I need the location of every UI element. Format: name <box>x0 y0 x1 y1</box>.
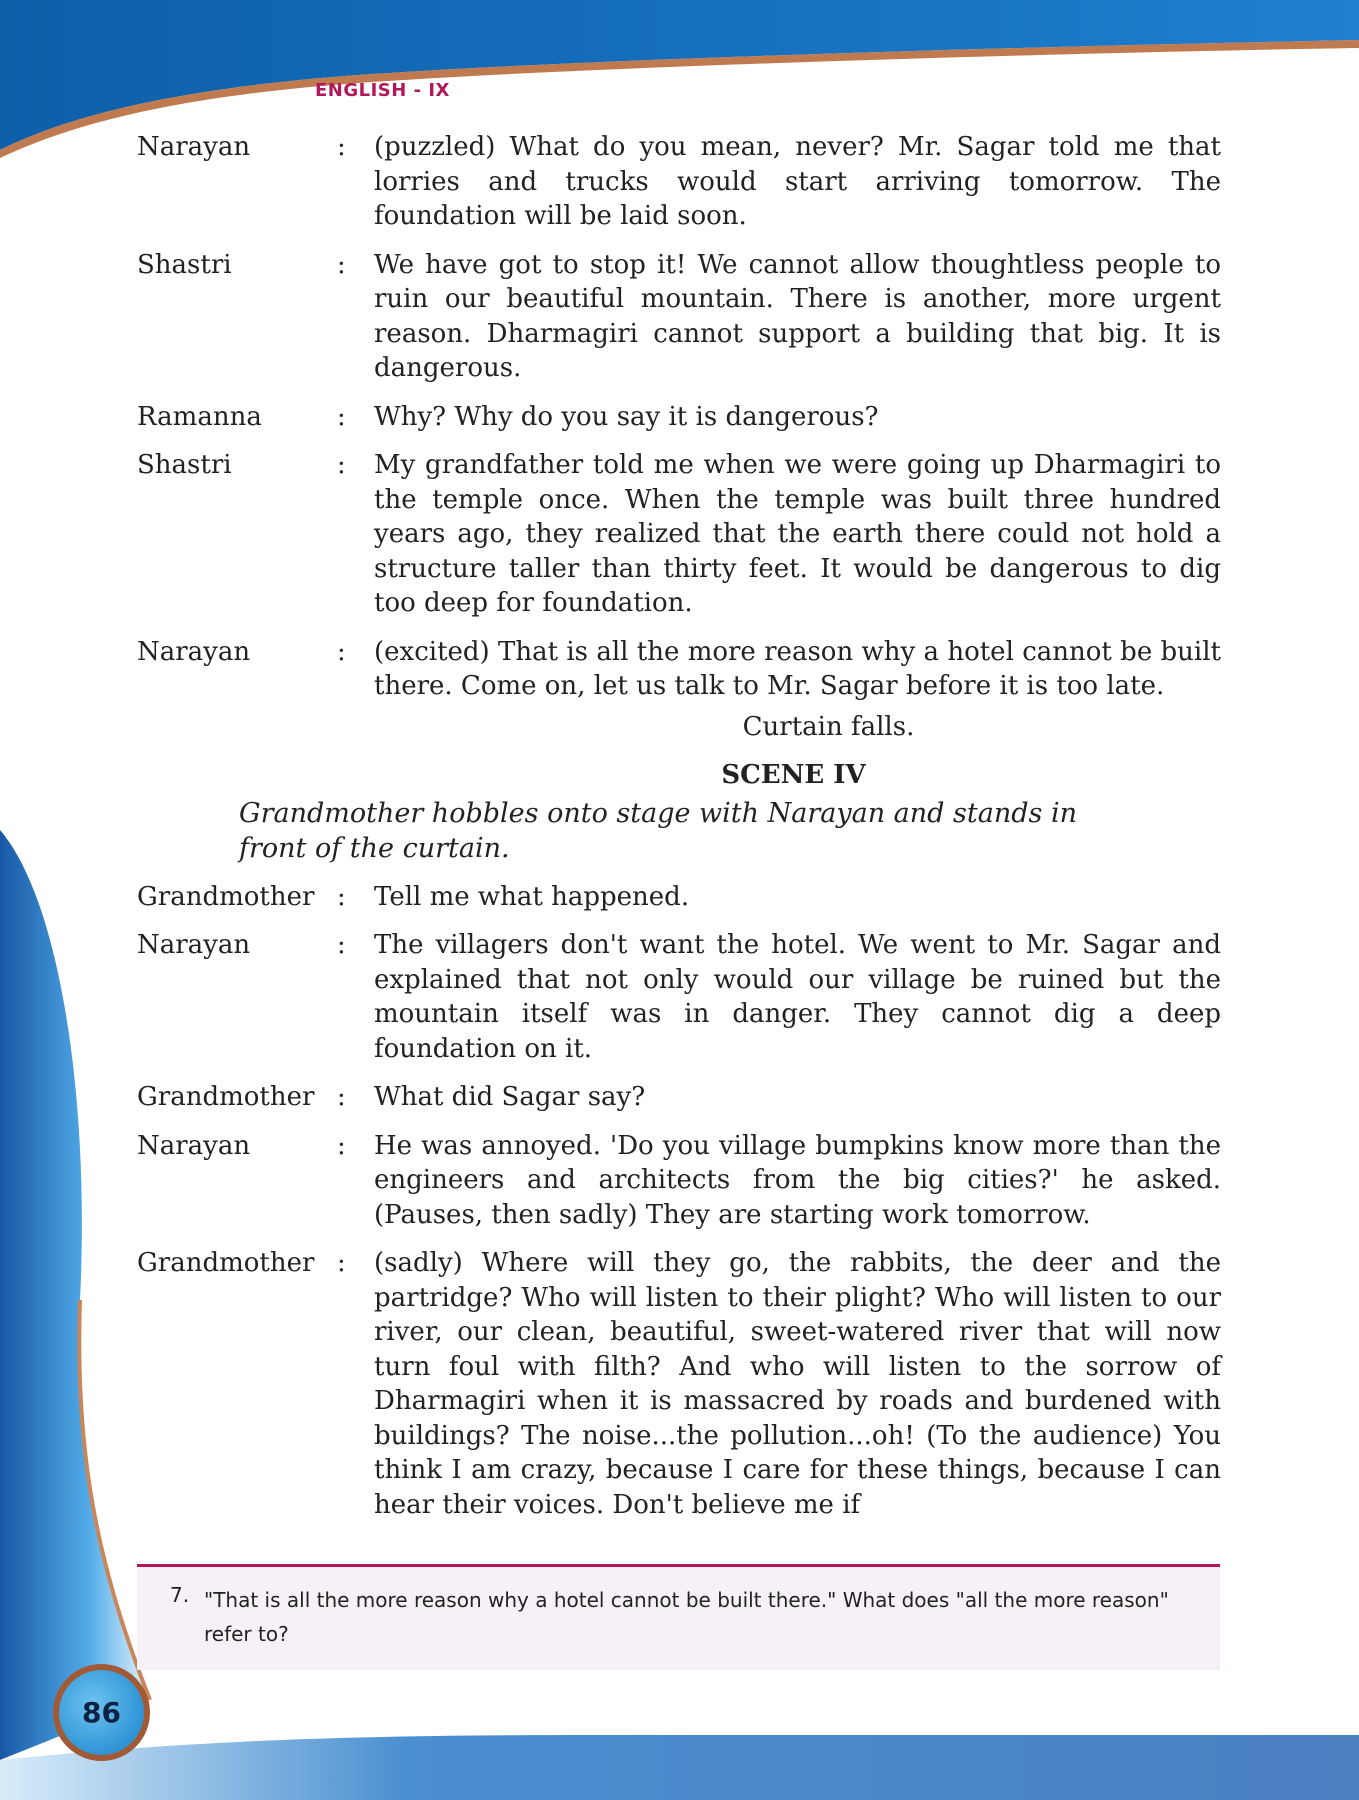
speaker-separator: : <box>337 930 346 960</box>
question-text: "That is all the more reason why a hotel cannot be built there." What does "all the more reason" refer to? <box>204 1588 1169 1646</box>
dialogue-line: (sadly) Where will they go, the rabbits, the deer and the partridge? Who will listen to their plight? Who will listen to our river, our clean, beautiful, sweet-watered river that will now turn foul with filth? And who will listen to the sorrow of Dharmagiri when it is massacred by roads and burdened with buildings? The noise...the pollution...oh! (To the audience) You think I am crazy, because I care for these things, because I can hear their voices. Don't believe me if <box>374 1248 1221 1520</box>
dialogue-row <box>137 1080 1220 1115</box>
dialogue-row <box>137 130 1220 234</box>
speaker-name: Narayan <box>137 132 251 162</box>
dialogue-row <box>137 928 1220 1066</box>
speaker-name: Ramanna <box>137 401 262 432</box>
dialogue-line: My grandfather told me when we were going up Dharmagiri to the temple once. When the temple was built three hundred years ago, they realized that the earth there could not hold a structure taller than thirty feet. It would be dangerous to dig too deep for foundation. <box>374 450 1221 618</box>
speaker-separator: : <box>337 401 346 432</box>
dialogue-row <box>137 400 1220 435</box>
speaker-name: Shastri <box>137 249 232 280</box>
page-header: ENGLISH - IX <box>315 80 450 101</box>
dialogue-line: (puzzled) What do you mean, never? Mr. Sagar told me that lorries and trucks would start arriving tomorrow. The foundation will be laid soon. <box>374 132 1221 231</box>
speaker-name: Narayan <box>137 930 251 960</box>
curtain-note: Curtain falls. <box>742 711 915 742</box>
dialogue-row <box>137 448 1220 621</box>
speaker-separator: : <box>337 881 346 912</box>
dialogue-line: We have got to stop it! We cannot allow thoughtless people to ruin our beautiful mountain. There is another, more urgent reason. Dharmagiri cannot support a building that big. It is dangerous. <box>374 249 1221 383</box>
dialogue-line: (excited) That is all the more reason why a hotel cannot be built there. Come on, let us talk to Mr. Sagar before it is too late. <box>374 636 1221 701</box>
page-number-badge: 86 <box>53 1664 150 1761</box>
speaker-name: Grandmother <box>137 1082 315 1112</box>
speaker-separator: : <box>337 636 346 667</box>
dialogue-line: Tell me what happened. <box>374 881 690 912</box>
dialogue-row <box>137 635 1220 704</box>
speaker-separator: : <box>337 1082 346 1112</box>
dialogue-line: He was annoyed. 'Do you village bumpkins know more than the engineers and architects from the big cities?' he asked. (Pauses, then sadly) They are starting work tomorrow. <box>374 1130 1221 1230</box>
stage-direction: Grandmother hobbles onto stage with Narayan and stands in front of the curtain. <box>239 797 1077 864</box>
speaker-separator: : <box>337 1248 346 1278</box>
dialogue-line: Why? Why do you say it is dangerous? <box>374 401 879 432</box>
speaker-name: Grandmother <box>137 881 315 912</box>
speaker-name: Grandmother <box>137 1248 315 1278</box>
dialogue-line: What did Sagar say? <box>374 1082 646 1112</box>
scene-title: SCENE IV <box>721 759 866 790</box>
dialogue-row <box>137 1246 1220 1522</box>
dialogue-block-2 <box>137 880 1220 1523</box>
speaker-separator: : <box>337 132 346 162</box>
comprehension-question-box <box>137 1564 1220 1670</box>
speaker-name: Shastri <box>137 450 232 480</box>
dialogue-row <box>137 880 1220 915</box>
dialogue-row <box>137 248 1220 386</box>
left-wave <box>0 830 150 1760</box>
speaker-separator: : <box>337 249 346 280</box>
dialogue-block-1 <box>137 130 1220 704</box>
dialogue-line: The villagers don't want the hotel. We went to Mr. Sagar and explained that not only would our village be ruined but the mountain itself was in danger. They cannot dig a deep foundation on it. <box>374 930 1221 1064</box>
dialogue-row <box>137 1129 1220 1233</box>
speaker-name: Narayan <box>137 636 251 667</box>
speaker-separator: : <box>337 450 346 480</box>
speaker-name: Narayan <box>137 1130 251 1161</box>
top-banner <box>0 0 1359 150</box>
speaker-separator: : <box>337 1130 346 1161</box>
bottom-banner <box>0 1735 1359 1800</box>
question-number: 7. <box>170 1583 190 1607</box>
page-body <box>137 130 1220 1536</box>
